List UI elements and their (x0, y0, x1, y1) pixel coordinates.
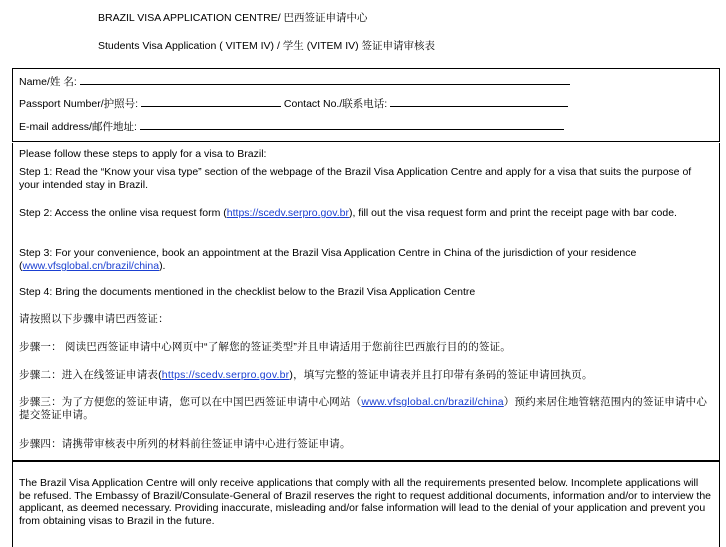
page-title: BRAZIL VISA APPLICATION CENTRE/ 巴西签证申请中心 (98, 12, 368, 24)
notice-text: The Brazil Visa Application Centre will only receive applications that comply with all the requirements presented below. Incomplete applications will be refused. The Embassy of Brazil/Consulate-General of Brazil reserves the right to request additional documents, information and/or to interview the applicant, as deemed necessary. Providing inaccurate, misleading and/or false information will lead to the denial of your application and prevent you from obtaining visas to Brazil in the future. (19, 477, 711, 527)
step1-en: Step 1: Read the “Know your visa type” section of the webpage of the Brazil Visa Application Centre and apply for a visa that suits the purpose of your intended stay in Brazil. (19, 166, 692, 191)
email-field[interactable] (140, 119, 564, 130)
name-row (19, 74, 570, 89)
passport-field[interactable] (141, 96, 281, 107)
step1-cn: 步骤一： 阅读巴西签证申请中心网页中“了解您的签证类型”并且申请适用于您前往巴西旅行目的的签证。 (19, 341, 512, 353)
name-label: Name/姓 名: (19, 76, 77, 88)
steps-intro-cn: 请按照以下步骤申请巴西签证： (19, 313, 169, 325)
applicant-info-section (12, 68, 720, 142)
name-field[interactable] (80, 74, 570, 85)
step4-en: Step 4: Bring the documents mentioned in the checklist below to the Brazil Visa Application Centre (19, 286, 476, 298)
vfs-link-cn[interactable]: www.vfsglobal.cn/brazil/china (361, 396, 504, 408)
step2-en: Step 2: Access the online visa request form (https://scedv.serpro.gov.br), fill out the visa request form and print the receipt page with bar code. (19, 207, 677, 219)
page-subtitle: Students Visa Application ( VITEM IV) / 学生 (VITEM IV) 签证申请审核表 (98, 40, 436, 52)
step4-cn: 步骤四：请携带审核表中所列的材料前往签证申请中心进行签证申请。 (19, 438, 351, 450)
step3-cn: 步骤三：为了方便您的签证申请，您可以在中国巴西签证申请中心网站（www.vfsglobal.cn/brazil/china）预约来居住地管辖范围内的签证申请中心提交签证申请。 (19, 396, 708, 421)
passport-contact-row (19, 96, 568, 111)
visa-form-link[interactable]: https://scedv.serpro.gov.br (226, 207, 349, 219)
email-label: E-mail address/邮件地址: (19, 121, 137, 133)
instructions-section (12, 143, 720, 461)
contact-label: Contact No./联系电话: (283, 98, 388, 110)
visa-form-link-cn[interactable]: https://scedv.serpro.gov.br (161, 369, 290, 381)
steps-intro-en: Please follow these steps to apply for a visa to Brazil: (19, 148, 267, 160)
email-row (19, 119, 564, 134)
passport-label: Passport Number/护照号: (19, 98, 139, 110)
notice-section (12, 461, 720, 547)
step3-en: Step 3: For your convenience, book an appointment at the Brazil Visa Application Centre in China of the jurisdiction of your residence (www.vfsglobal.cn/brazil/china). (19, 247, 637, 272)
vfs-link[interactable]: www.vfsglobal.cn/brazil/china (22, 260, 160, 272)
contact-field[interactable] (390, 96, 568, 107)
step2-cn: 步骤二：进入在线签证申请表(https://scedv.serpro.gov.br)，填写完整的签证申请表并且打印带有条码的签证申请回执页。 (19, 369, 593, 381)
